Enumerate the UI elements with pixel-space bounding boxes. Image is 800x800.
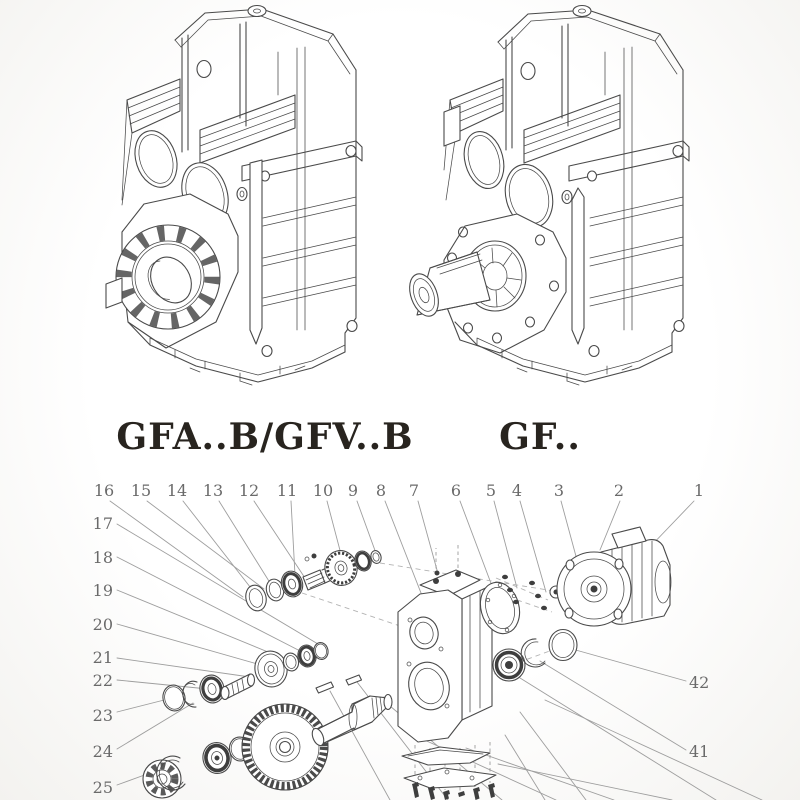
gearbox-drawing-gfab	[106, 6, 362, 386]
callout-22: 22	[92, 671, 113, 690]
callout-41: 41	[689, 742, 710, 761]
callout-7: 7	[408, 481, 420, 500]
callout-2: 2	[613, 481, 625, 500]
callout-42: 42	[689, 673, 710, 692]
exploded-bottom-cover	[402, 747, 496, 800]
callout-6: 6	[450, 481, 462, 500]
exploded-motor	[557, 527, 671, 626]
callout-10: 10	[312, 481, 334, 500]
callout-16: 16	[93, 481, 115, 500]
callout-13: 13	[202, 481, 224, 500]
callout-9: 9	[347, 481, 359, 500]
callout-11: 11	[276, 481, 298, 500]
callout-15: 15	[130, 481, 152, 500]
exploded-housing	[398, 570, 492, 742]
callout-21: 21	[92, 648, 113, 667]
callout-18: 18	[92, 548, 113, 567]
exploded-input-row	[243, 547, 383, 613]
callout-12: 12	[238, 481, 260, 500]
callout-1: 1	[693, 481, 705, 500]
gearbox-drawing-gf	[404, 6, 689, 386]
callouts-right	[689, 673, 709, 761]
callout-24: 24	[92, 742, 113, 761]
callout-4: 4	[511, 481, 523, 500]
callout-19: 19	[92, 581, 113, 600]
callout-5: 5	[485, 481, 497, 500]
exploded-intermediate-row	[161, 641, 330, 713]
exploded-view	[93, 481, 762, 800]
callout-17: 17	[92, 514, 113, 533]
model-label-gfab: GFA..B/GFV..B	[116, 416, 414, 458]
callouts-top	[94, 481, 704, 500]
exploded-output-bearing-rings	[493, 630, 577, 682]
callout-8: 8	[375, 481, 387, 500]
model-label-gf: GF..	[499, 416, 581, 458]
callout-25: 25	[92, 778, 113, 797]
callout-20: 20	[92, 615, 113, 634]
callouts-left	[93, 514, 113, 797]
shaft-keys	[316, 675, 362, 693]
callout-23: 23	[92, 706, 113, 725]
callout-14: 14	[166, 481, 188, 500]
callout-3: 3	[553, 481, 565, 500]
